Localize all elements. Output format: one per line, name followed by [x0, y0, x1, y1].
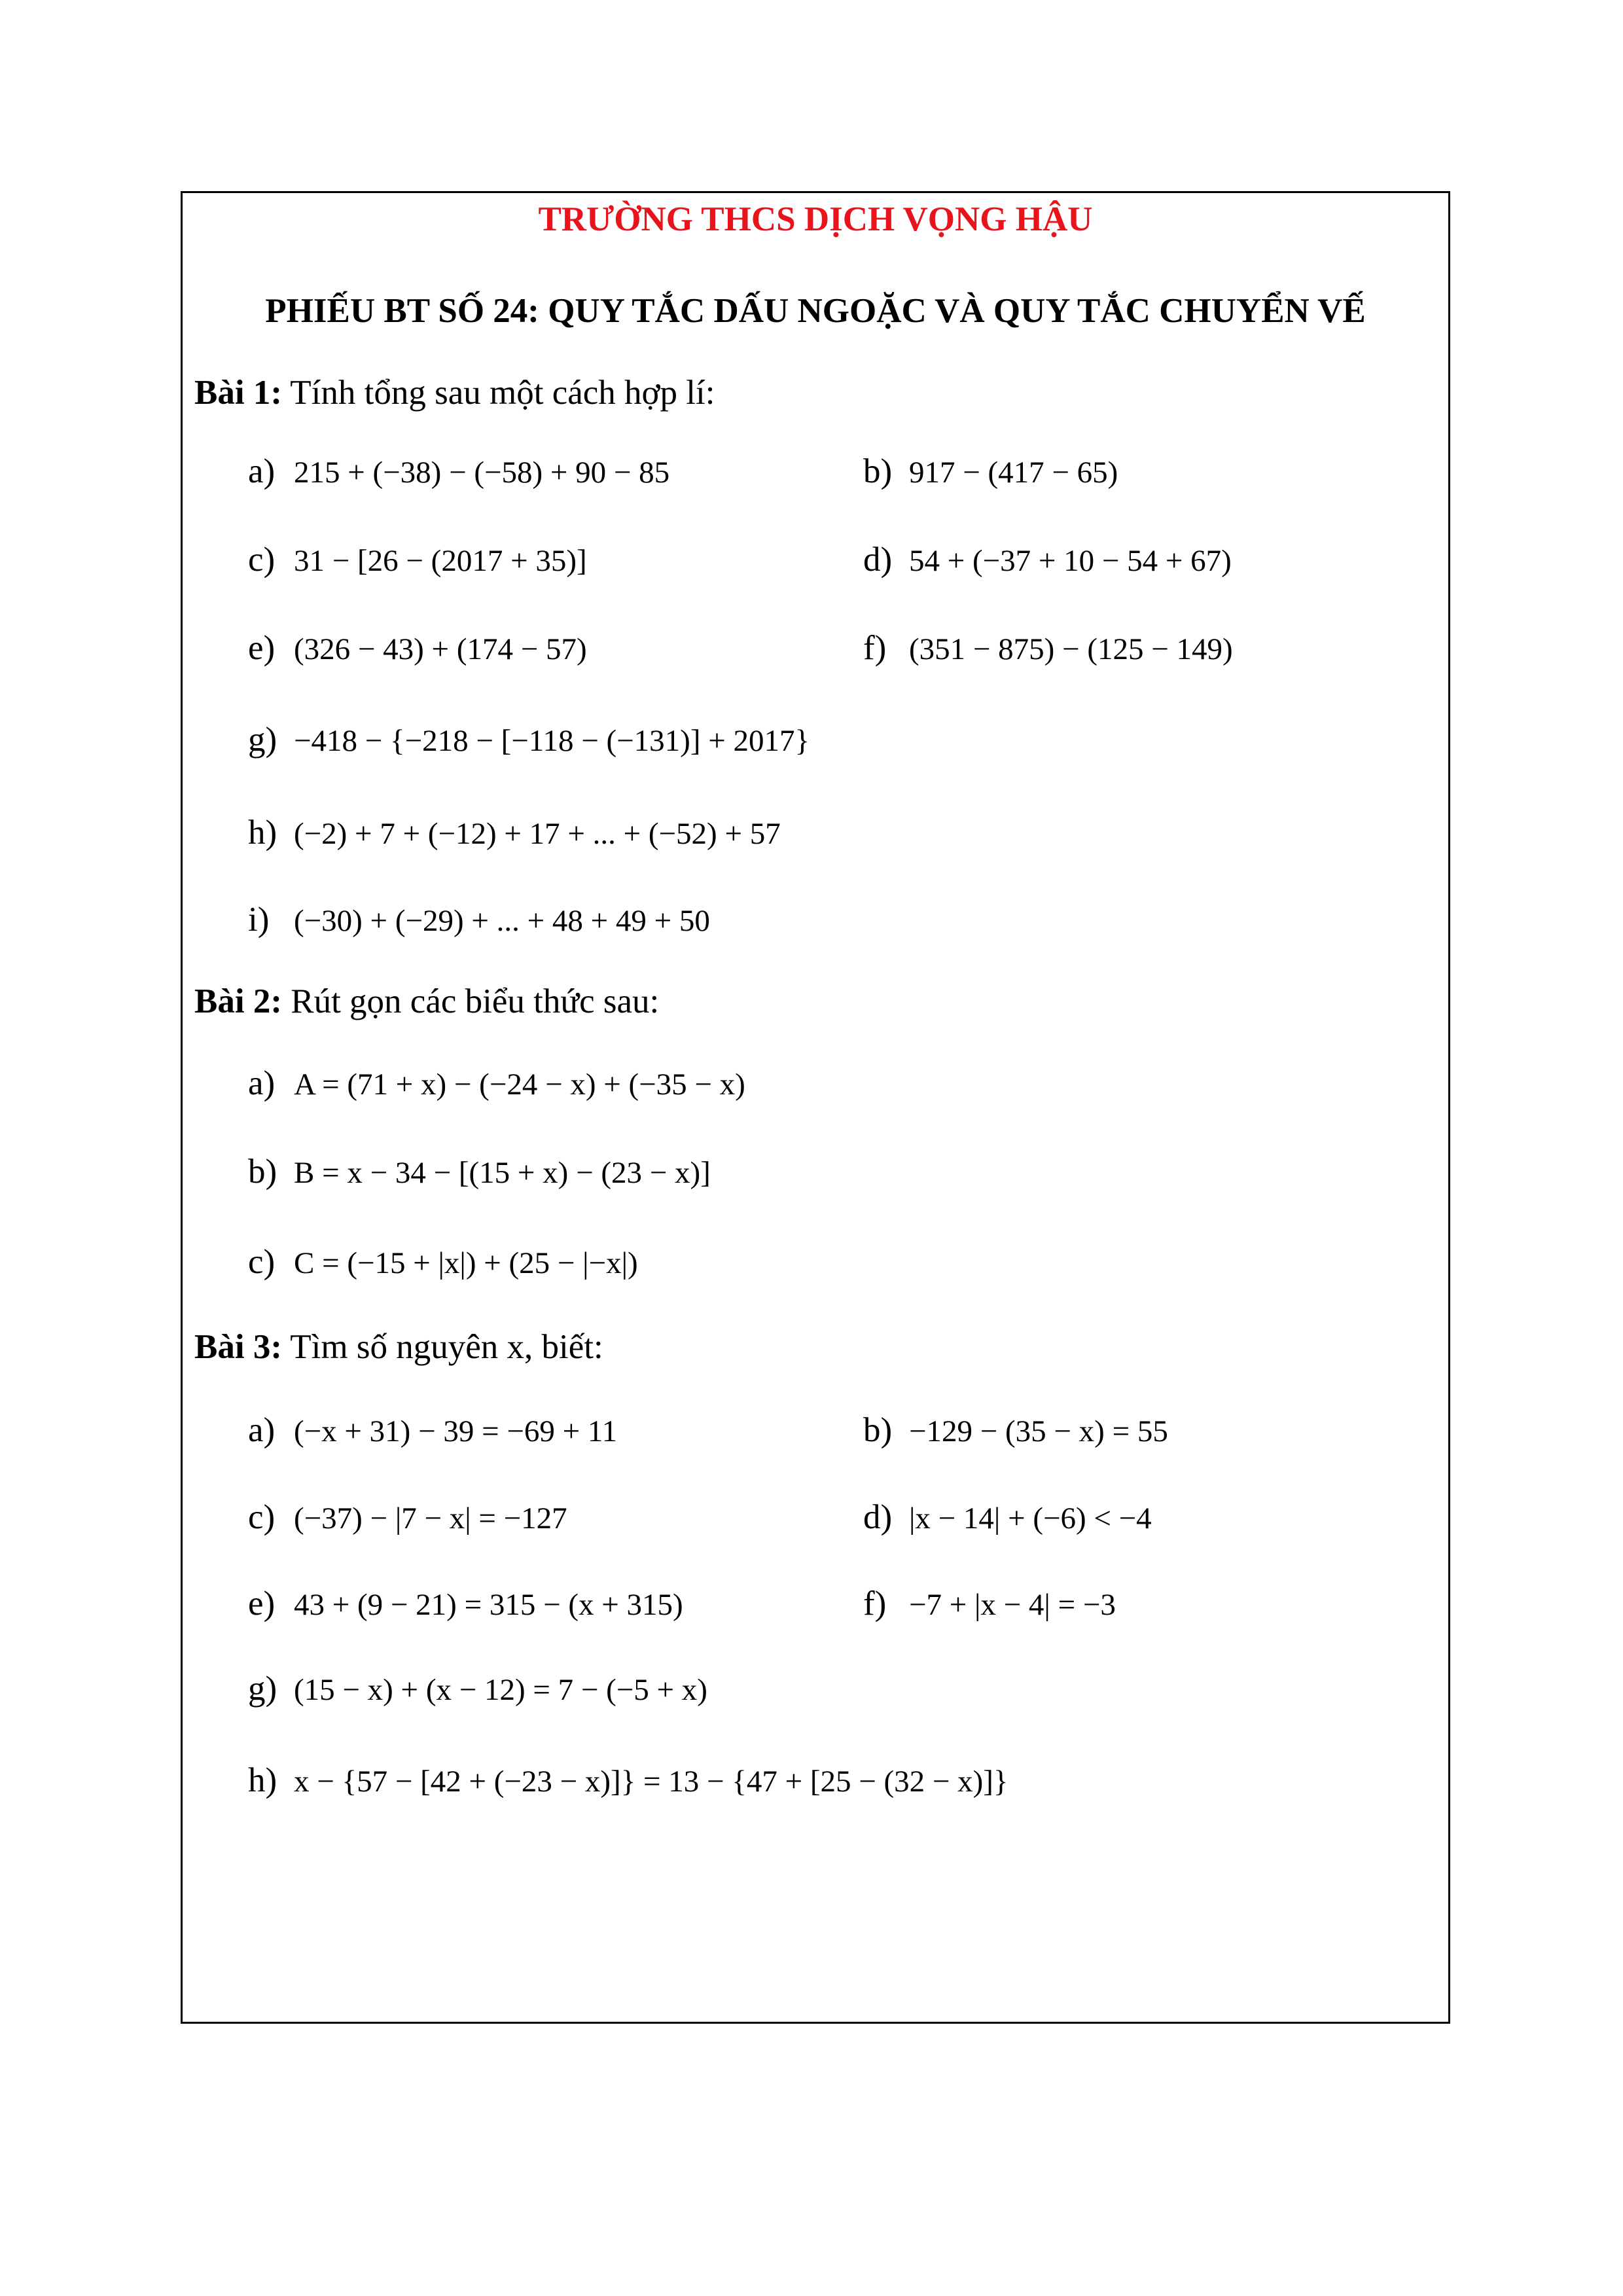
item-label: i) — [248, 901, 270, 939]
bai1-item-c — [248, 537, 587, 584]
bai3-item-g — [248, 1666, 707, 1713]
item-label: a) — [248, 452, 276, 490]
bai1-heading — [194, 370, 715, 416]
item-expression: A = (71 + x) − (−24 − x) + (−35 − x) — [294, 1067, 745, 1102]
worksheet-frame — [181, 191, 1450, 2024]
item-expression: (326 − 43) + (174 − 57) — [294, 632, 587, 666]
item-expression: 917 − (417 − 65) — [909, 456, 1118, 490]
item-label: c) — [248, 1498, 276, 1536]
bai1-item-h — [248, 810, 781, 857]
item-expression: (−2) + 7 + (−12) + 17 + ... + (−52) + 57 — [294, 817, 781, 851]
bai3-item-b — [863, 1407, 1168, 1454]
item-label: b) — [863, 1411, 893, 1449]
worksheet-title: PHIẾU BT SỐ 24: QUY TẮC DẤU NGOẶC VÀ QUY TẮC CHUYỂN VẾ — [265, 292, 1366, 330]
item-expression: −7 + |x − 4| = −3 — [909, 1588, 1116, 1622]
bai3-text: Tìm số nguyên x, biết: — [281, 1328, 603, 1366]
bai1-text: Tính tổng sau một cách hợp lí: — [281, 374, 715, 412]
bai2-heading — [194, 978, 659, 1024]
bai2-item-b — [248, 1149, 711, 1196]
item-label: b) — [863, 452, 893, 490]
bai1-item-d — [863, 537, 1232, 584]
bai3-label: Bài 3: — [194, 1328, 282, 1366]
bai1-item-e — [248, 625, 587, 672]
item-expression: −418 − {−218 − [−118 − (−131)] + 2017} — [294, 724, 810, 758]
item-label: a) — [248, 1411, 276, 1449]
item-label: d) — [863, 1498, 893, 1536]
item-label: e) — [248, 1585, 276, 1623]
school-name: TRƯỜNG THCS DỊCH VỌNG HẬU — [538, 200, 1093, 238]
item-expression: (−37) − |7 − x| = −127 — [294, 1501, 567, 1535]
item-expression: 215 + (−38) − (−58) + 90 − 85 — [294, 456, 670, 490]
item-label: f) — [863, 629, 887, 667]
bai3-heading — [194, 1324, 603, 1370]
item-expression: (15 − x) + (x − 12) = 7 − (−5 + x) — [294, 1673, 707, 1707]
bai1-item-i — [248, 897, 710, 944]
item-expression: 54 + (−37 + 10 − 54 + 67) — [909, 544, 1232, 578]
bai3-item-h — [248, 1757, 1008, 1804]
bai1-item-b — [863, 448, 1118, 495]
item-expression: (351 − 875) − (125 − 149) — [909, 632, 1233, 666]
item-expression: (−x + 31) − 39 = −69 + 11 — [294, 1414, 618, 1448]
item-expression: x − {57 − [42 + (−23 − x)]} = 13 − {47 + [25 − (32 − x)]} — [294, 1765, 1008, 1799]
item-expression: |x − 14| + (−6) < −4 — [909, 1501, 1152, 1535]
item-label: h) — [248, 814, 277, 852]
item-expression: B = x − 34 − [(15 + x) − (23 − x)] — [294, 1156, 711, 1190]
bai1-item-f — [863, 625, 1233, 672]
item-label: e) — [248, 629, 276, 667]
bai1-item-g — [248, 717, 810, 764]
bai2-item-c — [248, 1239, 638, 1286]
item-label: g) — [248, 1670, 277, 1708]
item-label: d) — [863, 541, 893, 579]
bai3-item-e — [248, 1581, 683, 1628]
item-label: c) — [248, 541, 276, 579]
item-label: a) — [248, 1064, 276, 1102]
bai1-label: Bài 1: — [194, 374, 282, 412]
item-label: f) — [863, 1585, 887, 1623]
item-expression: C = (−15 + |x|) + (25 − |−x|) — [294, 1246, 638, 1280]
bai3-item-c — [248, 1494, 567, 1541]
bai3-item-d — [863, 1494, 1152, 1541]
item-expression: 31 − [26 − (2017 + 35)] — [294, 544, 587, 578]
bai1-item-a — [248, 448, 669, 495]
bai2-label: Bài 2: — [194, 982, 282, 1020]
item-label: g) — [248, 721, 277, 759]
item-label: h) — [248, 1761, 277, 1799]
bai3-item-f — [863, 1581, 1116, 1628]
item-label: c) — [248, 1243, 276, 1281]
bai2-item-a — [248, 1060, 745, 1107]
bai2-text: Rút gọn các biểu thức sau: — [281, 982, 660, 1020]
bai3-item-a — [248, 1407, 617, 1454]
item-label: b) — [248, 1153, 277, 1191]
item-expression: 43 + (9 − 21) = 315 − (x + 315) — [294, 1588, 683, 1622]
item-expression: −129 − (35 − x) = 55 — [909, 1414, 1168, 1448]
item-expression: (−30) + (−29) + ... + 48 + 49 + 50 — [294, 904, 710, 938]
